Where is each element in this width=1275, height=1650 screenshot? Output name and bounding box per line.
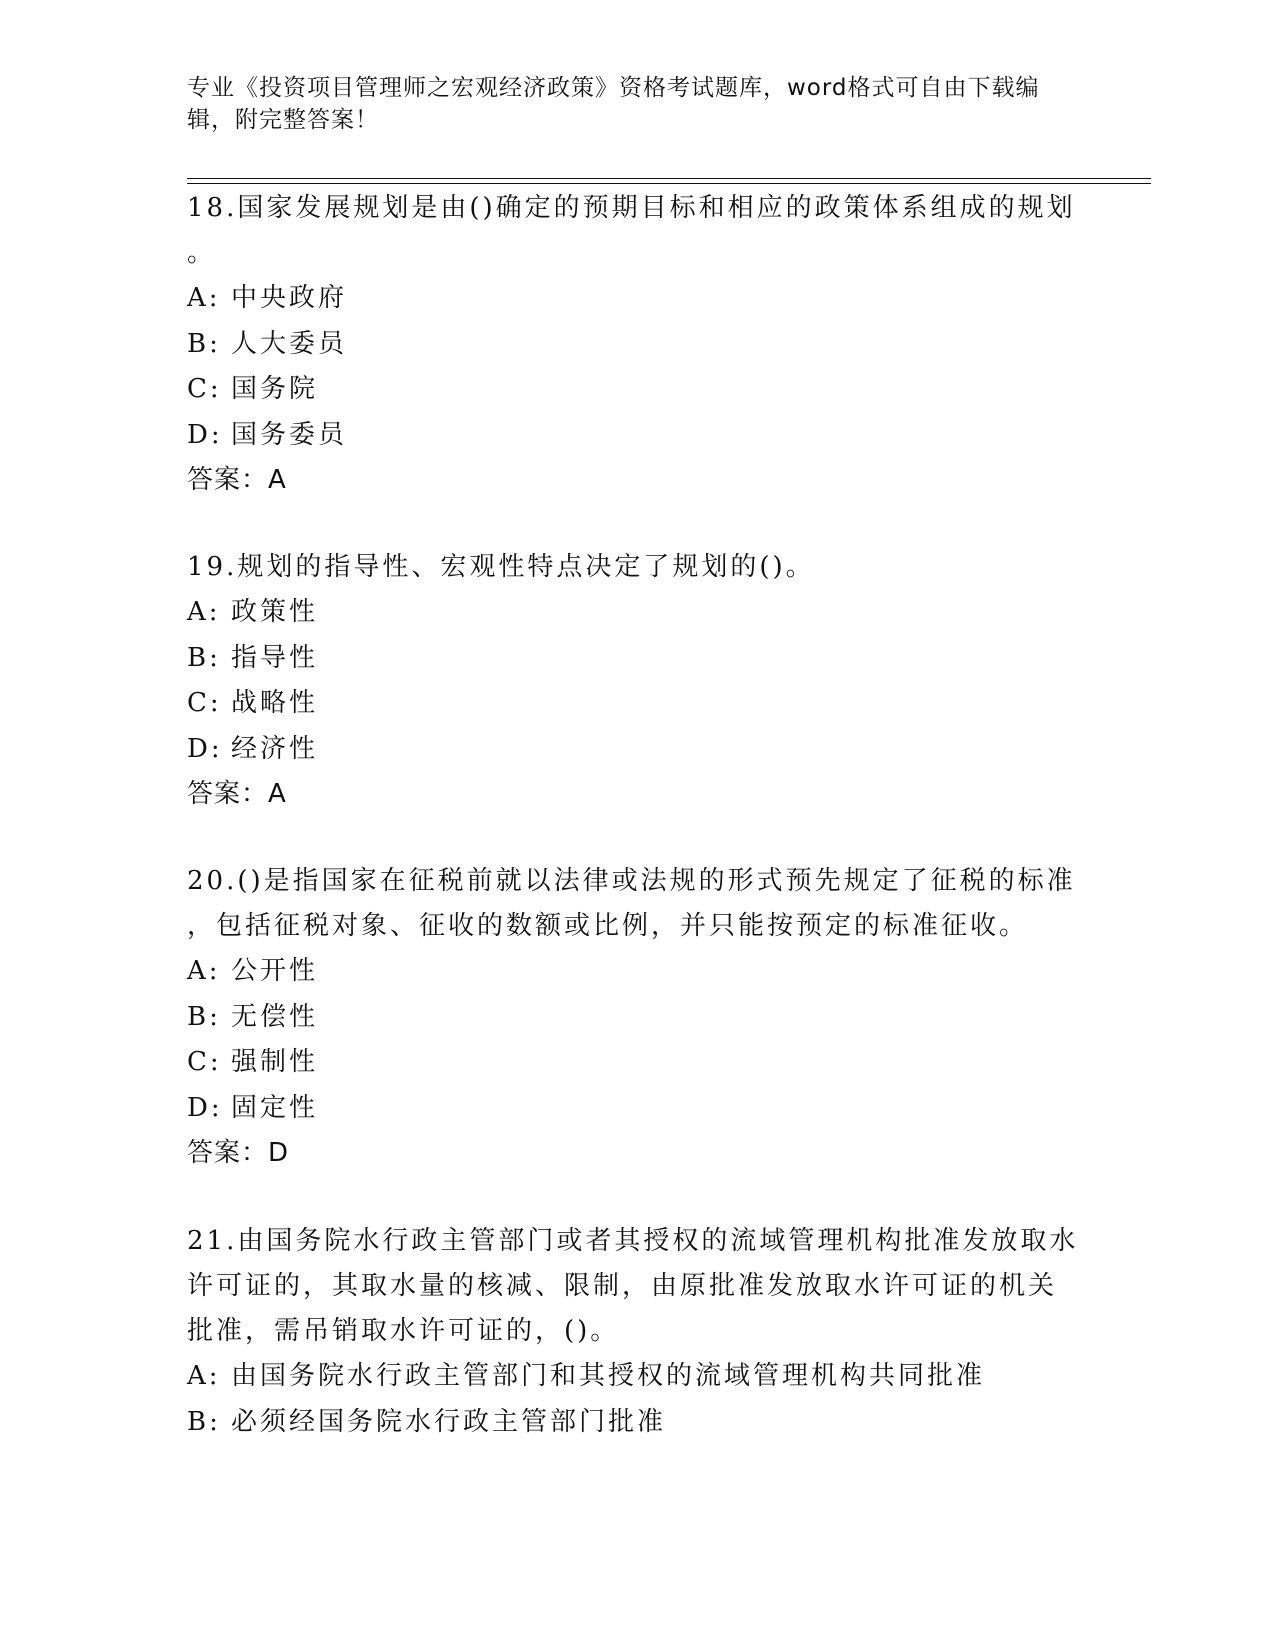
option-label: D: bbox=[187, 1092, 223, 1123]
header-divider-top bbox=[187, 178, 1151, 179]
option-label: C: bbox=[187, 1047, 222, 1077]
option-label: B: bbox=[187, 642, 221, 673]
option-text: 政策性 bbox=[231, 597, 319, 627]
option-d bbox=[187, 413, 1087, 459]
option-b bbox=[187, 322, 1087, 368]
option-text: 强制性 bbox=[231, 1047, 319, 1077]
option-text: 公开性 bbox=[231, 956, 319, 986]
option-b bbox=[187, 995, 1087, 1041]
question-text-line: 19.规划的指导性、宏观性特点决定了规划的()。 bbox=[187, 552, 815, 582]
option-d bbox=[187, 727, 1087, 773]
option-text: 人大委员 bbox=[231, 328, 348, 359]
option-label: D: bbox=[187, 419, 223, 450]
option-a bbox=[187, 1354, 1087, 1400]
question-text-line: 许可证的，其取水量的核减、限制，由原批准发放取水许可证的机关 bbox=[187, 1271, 1058, 1301]
option-text: 经济性 bbox=[231, 733, 319, 764]
answer: 答案：A bbox=[187, 779, 287, 809]
header-line-1: 专业《投资项目管理师之宏观经济政策》资格考试题库，word格式可自由下载编 bbox=[187, 75, 1040, 101]
question-text-line: 。 bbox=[187, 238, 217, 268]
option-text: 由国务院水行政主管部门和其授权的流域管理机构共同批准 bbox=[231, 1361, 986, 1391]
header-divider-bottom bbox=[187, 183, 1151, 184]
option-label: B: bbox=[187, 1406, 221, 1437]
option-label: B: bbox=[187, 328, 221, 359]
option-label: A: bbox=[187, 956, 221, 986]
option-a bbox=[187, 590, 1087, 636]
question-21 bbox=[187, 1219, 1087, 1445]
question-text-line: 20.()是指国家在征税前就以法律或法规的形式预先规定了征税的标准 bbox=[187, 866, 1076, 896]
question-20 bbox=[187, 859, 1087, 1177]
option-a bbox=[187, 949, 1087, 995]
question-text-line: 批准，需吊销取水许可证的，()。 bbox=[187, 1316, 620, 1346]
option-label: A: bbox=[187, 1361, 221, 1391]
option-text: 国务院 bbox=[231, 374, 319, 404]
option-c bbox=[187, 1040, 1087, 1086]
question-18 bbox=[187, 186, 1087, 504]
option-text: 必须经国务院水行政主管部门批准 bbox=[231, 1406, 667, 1437]
option-label: A: bbox=[187, 597, 221, 627]
answer: 答案：D bbox=[187, 1138, 290, 1168]
option-text: 固定性 bbox=[231, 1092, 319, 1123]
option-d bbox=[187, 1086, 1087, 1132]
option-label: C: bbox=[187, 374, 222, 404]
option-label: A: bbox=[187, 283, 221, 313]
option-text: 国务委员 bbox=[231, 419, 348, 450]
option-text: 战略性 bbox=[231, 688, 319, 718]
option-label: B: bbox=[187, 1001, 221, 1032]
option-b bbox=[187, 636, 1087, 682]
option-label: C: bbox=[187, 688, 222, 718]
option-text: 无偿性 bbox=[231, 1001, 319, 1032]
document-header bbox=[187, 72, 1067, 136]
option-text: 中央政府 bbox=[231, 283, 348, 313]
option-b bbox=[187, 1400, 1087, 1446]
option-a bbox=[187, 276, 1087, 322]
option-c bbox=[187, 367, 1087, 413]
header-line-2: 辑，附完整答案！ bbox=[187, 107, 379, 133]
question-text-line: 18.国家发展规划是由()确定的预期目标和相应的政策体系组成的规划 bbox=[187, 193, 1076, 223]
question-text-line: ，包括征税对象、征收的数额或比例，并只能按预定的标准征收。 bbox=[187, 911, 1029, 941]
option-label: D: bbox=[187, 733, 223, 764]
option-c bbox=[187, 681, 1087, 727]
question-19 bbox=[187, 545, 1087, 818]
answer: 答案：A bbox=[187, 465, 287, 495]
question-text-line: 21.由国务院水行政主管部门或者其授权的流域管理机构批准发放取水 bbox=[187, 1226, 1079, 1256]
option-text: 指导性 bbox=[231, 642, 319, 673]
